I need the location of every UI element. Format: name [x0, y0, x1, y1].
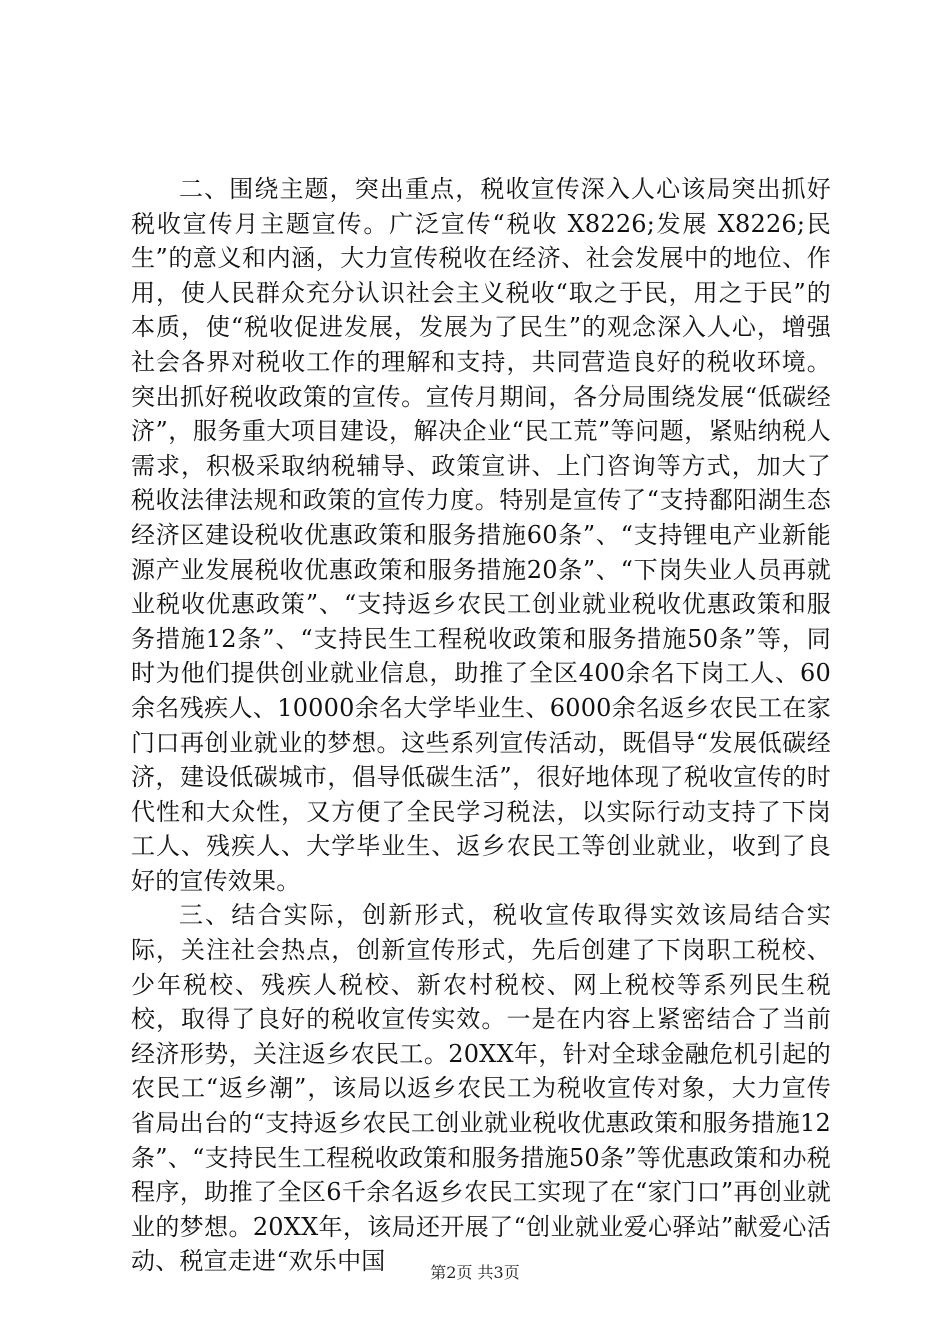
paragraph-section-three: 三、结合实际，创新形式，税收宣传取得实效该局结合实际，关注社会热点，创新宣传形式，先后创建了下岗职工税校、少年税校、残疾人税校、新农村税校、网上税校等系列民生税校，取得了良好的税收宣传实效。一是在内容上紧密结合了当前经济形势，关注返乡农民工。20XX年，针对全球金融危机引起的农民工“返乡潮”，该局以返乡农民工为税收宣传对象，大力宣传省局出台的“支持返乡农民工创业就业税收优惠政策和服务措施12条”、“支持民生工程税收政策和服务措施50条”等优惠政策和办税程序，助推了全区6千余名返乡农民工实现了在“家门口”再创业就业的梦想。20XX年，该局还开展了“创业就业爱心驿站”献爱心活动、税宣走进“欢乐中国	[131, 901, 831, 1276]
page-footer: 第2页 共3页	[430, 1263, 520, 1282]
paragraph-section-two: 二、围绕主题，突出重点，税收宣传深入人心该局突出抓好税收宣传月主题宣传。广泛宣传“税收 X8226;发展 X8226;民生”的意义和内涵，大力宣传税收在经济、社会发展中的地位、作用，使人民群众充分认识社会主义税收“取之于民，用之于民”的本质，使“税收促进发展，发展为了民生”的观念深入人心，增强社会各界对税收工作的理解和支持，共同营造良好的税收环境。突出抓好税收政策的宣传。宣传月期间，各分局围绕发展“低碳经济”，服务重大项目建设，解决企业“民工荒”等问题，紧贴纳税人需求，积极采取纳税辅导、政策宣讲、上门咨询等方式，加大了税收法律法规和政策的宣传力度。特别是宣传了“支持鄱阳湖生态经济区建设税收优惠政策和服务措施60条”、“支持锂电产业新能源产业发展税收优惠政策和服务措施20条”、“下岗失业人员再就业税收优惠政策”、“支持返乡农民工创业就业税收优惠政策和服务措施12条”、“支持民生工程税收政策和服务措施50条”等，同时为他们提供创业就业信息，助推了全区400余名下岗工人、60余名残疾人、10000余名大学毕业生、6000余名返乡农民工在家门口再创业就业的梦想。这些系列宣传活动，既倡导“发展低碳经济，建设低碳城市，倡导低碳生活”，很好地体现了税收宣传的时代性和大众性，又方便了全民学习税法，以实际行动支持了下岗工人、残疾人、大学毕业生、返乡农民工等创业就业，收到了良好的宣传效果。	[131, 175, 831, 895]
document-body	[131, 172, 831, 1279]
